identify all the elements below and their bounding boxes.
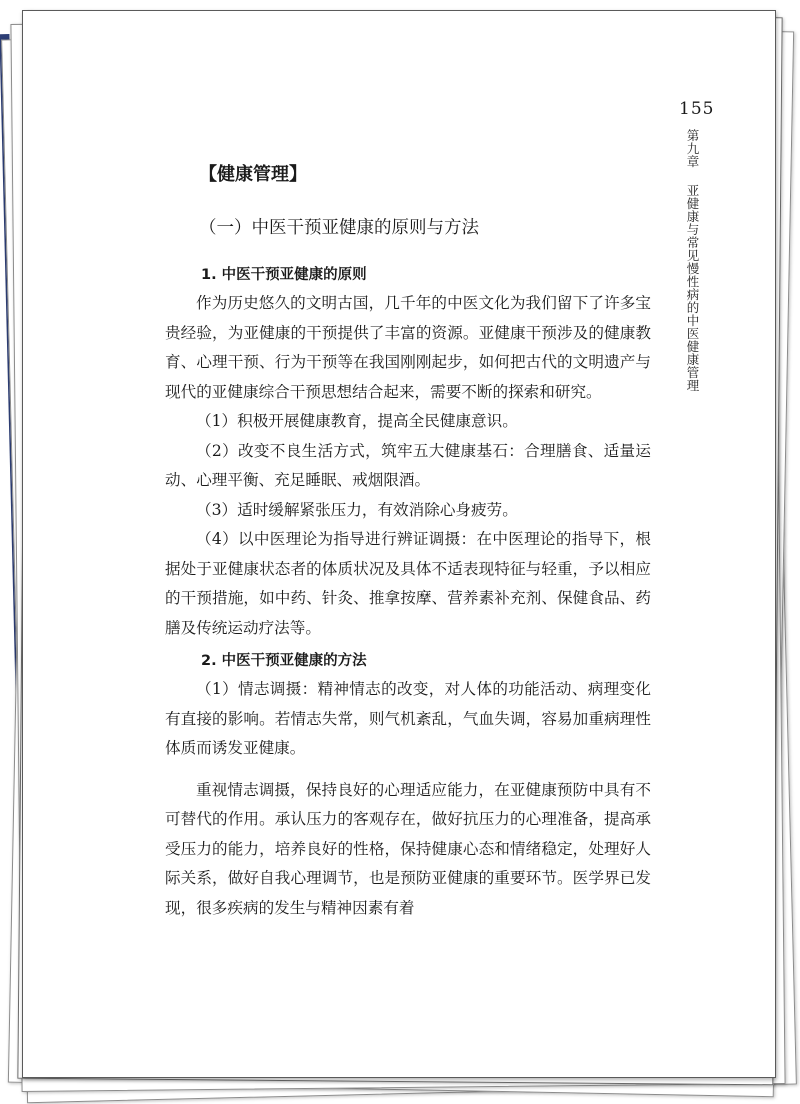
page-content: [165, 161, 651, 923]
method-paragraph: 重视情志调摄，保持良好的心理适应能力，在亚健康预防中具有不可替代的作用。承认压力的客观存在，做好抗压力的心理准备，提高承受压力的能力，培养良好的性格，保持健康心态和情绪稳定，处理好人际关系，做好自我心理调节，也是预防亚健康的重要环节。医学界已发现，很多疾病的发生与精神因素有着: [165, 780, 651, 917]
method-item: （1）情志调摄：精神情志的改变，对人体的功能活动、病理变化有直接的影响。若情志失常，则气机紊乱，气血失调，容易加重病理性体质而诱发亚健康。: [165, 680, 651, 757]
principle-item: （3）适时缓解紧张压力，有效消除心身疲劳。: [196, 500, 518, 519]
principles-intro-paragraph: 作为历史悠久的文明古国，几千年的中医文化为我们留下了许多宝贵经验，为亚健康的干预提供了丰富的资源。亚健康干预涉及的健康教育、心理干预、行为干预等在我国刚刚起步，如何把古代的文明遗产与现代的亚健康综合干预思想结合起来，需要不断的探索和研究。: [165, 294, 651, 401]
sub-heading: （一）中医干预亚健康的原则与方法: [199, 218, 479, 238]
principles-heading: 1. 中医干预亚健康的原则: [201, 267, 367, 283]
principle-item: （4）以中医理论为指导进行辨证调摄：在中医理论的指导下，根据处于亚健康状态者的体质状况及具体不适表现特征与轻重，予以相应的干预措施，如中药、针灸、推拿按摩、营养素补充剂、保健食品、药膳及传统运动疗法等。: [165, 530, 651, 637]
principle-item: （2）改变不良生活方式，筑牢五大健康基石：合理膳食、适量运动、心理平衡、充足睡眠、戒烟限酒。: [165, 441, 651, 489]
section-heading: 【健康管理】: [199, 164, 307, 185]
page-number: 155: [679, 99, 715, 119]
running-head-title: 亚健康与常见慢性病的中医健康管理: [685, 184, 700, 392]
principle-item: （1）积极开展健康教育，提高全民健康意识。: [196, 412, 518, 430]
book-page: [22, 10, 776, 1078]
running-head: [683, 129, 701, 392]
methods-heading: 2. 中医干预亚健康的方法: [201, 653, 367, 669]
running-head-chapter: 第九章: [685, 129, 700, 168]
